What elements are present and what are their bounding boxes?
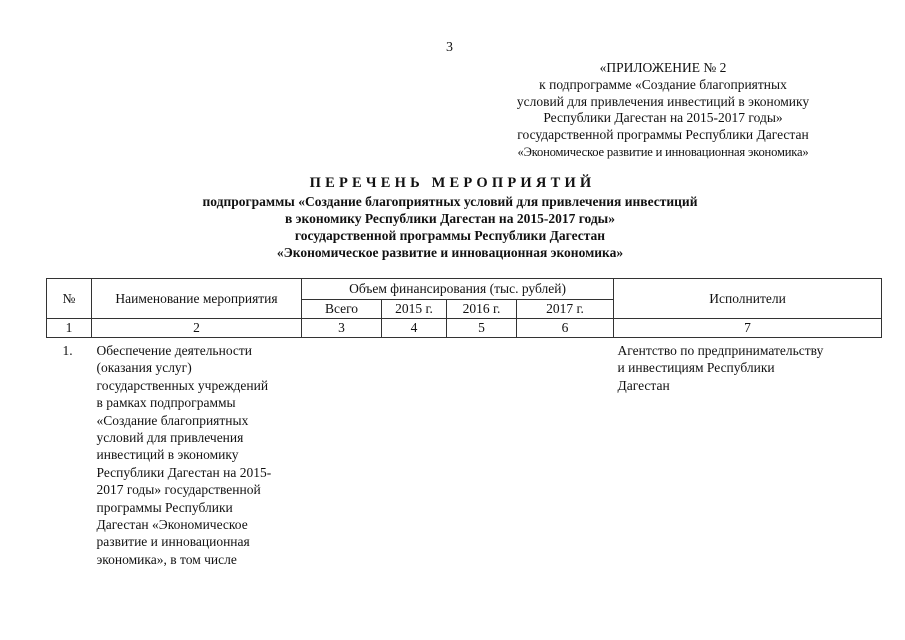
table-row xyxy=(47,338,882,569)
appendix-line: к подпрограмме «Создание благоприятных xyxy=(539,76,787,92)
subtitle-line: государственной программы Республики Дагестан xyxy=(294,228,606,243)
funding-total xyxy=(302,338,382,569)
measure-name-line: программы Республики xyxy=(96,499,233,515)
header-name: Наименование мероприятия xyxy=(92,279,302,319)
measure-name-line: «Создание благоприятных xyxy=(96,412,249,428)
measure-name-line: условий для привлечения xyxy=(96,430,244,446)
measure-name-line: (оказания услуг) xyxy=(96,360,192,376)
subtitle-line: подпрограммы «Создание благоприятных условий для привлечения инвестиций xyxy=(202,194,698,209)
column-number: 4 xyxy=(382,319,447,338)
appendix-header xyxy=(492,60,834,161)
column-number: 1 xyxy=(47,319,92,338)
header-2015: 2015 г. xyxy=(382,300,447,319)
measure-name-line: 2017 годы» государственной xyxy=(96,482,261,498)
appendix-line: Республики Дагестан на 2015-2017 годы» xyxy=(543,110,783,126)
appendix-line: условий для привлечения инвестиций в экономику xyxy=(516,93,810,109)
header-2017: 2017 г. xyxy=(517,300,614,319)
header-total: Всего xyxy=(302,300,382,319)
column-number: 7 xyxy=(614,319,882,338)
measure-name-line: в рамках подпрограммы xyxy=(96,395,236,411)
executor xyxy=(614,338,882,569)
measure-name-line: Обеспечение деятельности xyxy=(96,343,253,358)
measures-table xyxy=(46,278,882,568)
measure-name-line: экономика», в том числе xyxy=(96,551,237,567)
executor-line: Агентство по предпринимательству xyxy=(617,343,824,358)
document-title: ПЕРЕЧЕНЬ МЕРОПРИЯТИЙ xyxy=(309,175,596,191)
header-funding: Объем финансирования (тыс. рублей) xyxy=(302,279,614,300)
measure-name-line: развитие и инновационная xyxy=(96,534,250,550)
funding-2015 xyxy=(382,338,447,569)
executor-line: и инвестициям Республики xyxy=(617,360,775,376)
column-number: 6 xyxy=(517,319,614,338)
header-2016: 2016 г. xyxy=(447,300,517,319)
appendix-line: государственной программы Республики Дагестан xyxy=(517,127,809,143)
document-subtitle xyxy=(140,193,760,261)
column-number: 3 xyxy=(302,319,382,338)
subtitle-line: в экономику Республики Дагестан на 2015-2017 годы» xyxy=(285,211,615,226)
appendix-line: «Экономическое развитие и инновационная экономика» xyxy=(517,144,809,159)
appendix-line: «ПРИЛОЖЕНИЕ № 2 xyxy=(599,60,727,75)
measure-name xyxy=(92,338,302,569)
row-number: 1. xyxy=(62,343,73,358)
page-number: 3 xyxy=(446,40,453,55)
column-number: 5 xyxy=(447,319,517,338)
measure-name-line: инвестиций в экономику xyxy=(96,447,239,463)
header-number: № xyxy=(47,279,92,319)
header-executors: Исполнители xyxy=(614,279,882,319)
measure-name-line: Республики Дагестан на 2015- xyxy=(96,464,272,480)
measure-name-line: Дагестан «Экономическое xyxy=(96,517,248,533)
measure-name-line: государственных учреждений xyxy=(96,377,269,393)
column-number: 2 xyxy=(92,319,302,338)
executor-line: Дагестан xyxy=(617,377,670,393)
funding-2016 xyxy=(447,338,517,569)
funding-2017 xyxy=(517,338,614,569)
subtitle-line: «Экономическое развитие и инновационная экономика» xyxy=(276,245,624,260)
